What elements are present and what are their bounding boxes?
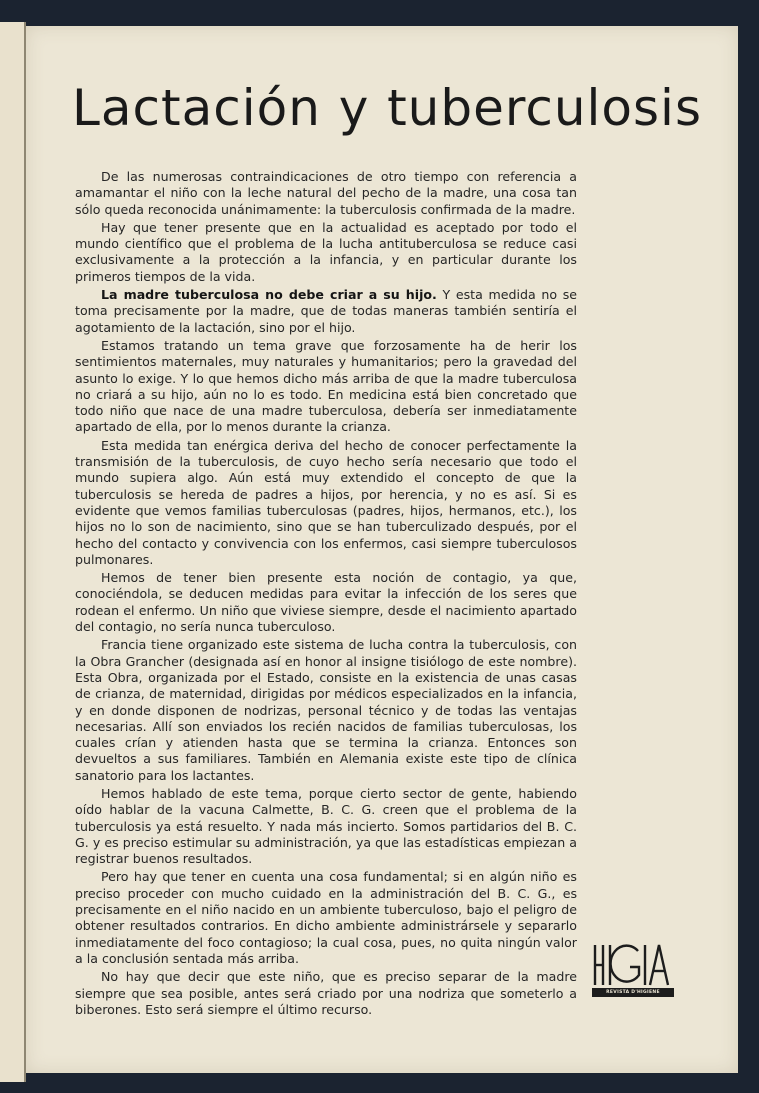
paragraph: No hay que decir que este niño, que es preciso separar de la madre siempre que sea posible, antes será criado por una nodriza que someterlo a biberones. Esto será siempre el último recurso. bbox=[75, 969, 577, 1017]
paragraph-continuation: Y esta medida no se toma precisamente por la madre, que de todas maneras también sentiría el agotamiento de la lactación, sino por el hijo. bbox=[75, 287, 578, 335]
logo-tagline: REVISTA D'HIGIENE bbox=[592, 988, 674, 997]
higia-logo bbox=[592, 941, 674, 997]
paragraph: Hay que tener presente que en la actualidad es aceptado por todo el mundo científico que el problema de la lucha antituberculosa se reduce casi exclusivamente a la protección a la infancia, y en particular durante los primeros tiempos de la vida. bbox=[75, 219, 577, 284]
paragraph: De las numerosas contraindicaciones de otro tiempo con referencia a amamantar el niño con la leche natural del pecho de la madre, una cosa tan sólo queda reconocida unánimamente: la tuberculosis confirmada de la madre. bbox=[75, 169, 577, 217]
paragraph: Hemos de tener bien presente esta noción de contagio, ya que, conociéndola, se deducen medidas para evitar la infección de los seres que rodean el enfermo. Un niño que viviese siempre, desde el nacimiento apartado del contagio, no sería nunca tuberculoso. bbox=[75, 570, 577, 635]
magazine-page bbox=[26, 26, 738, 1073]
higia-wordmark-icon bbox=[592, 941, 674, 987]
previous-page-edge bbox=[0, 22, 26, 1082]
paragraph: Esta medida tan enérgica deriva del hecho de conocer perfectamente la transmisión de la tuberculosis, de cuyo hecho sería necesario que todo el mundo supiera algo. Aún está muy extendido el concepto de que la tuberculosis se hereda de padres a hijos, por herencia, y no es así. Si es evidente que vemos familias tuberculosas (padres, hijos, hermanos, etc.), los hijos no lo son de nacimiento, sino que se han tuberculizado después, por el hecho del contacto y convivencia con los enfermos, casi siempre tuberculosos pulmonares. bbox=[75, 437, 577, 567]
paragraph-emphasis bbox=[75, 287, 577, 336]
paragraph: Francia tiene organizado este sistema de lucha contra la tuberculosis, con la Obra Grancher (designada así en honor al insigne tisiólogo de este nombre). Esta Obra, organizada por el Estado, consiste en la existencia de unas casas de crianza, de maternidad, dirigidas por médicos especializados en la infancia, y en donde disponen de nodrizas, personal técnico y de todas las ventajas necesarias. Allí son enviados los recién nacidos de familias tuberculosas, los cuales crían y atienden hasta que se termina la crianza. Entonces son devueltos a sus familiares. También en Alemania existe este tipo de clínica sanatorio para los lactantes. bbox=[75, 637, 577, 783]
article-body bbox=[75, 169, 577, 1020]
bold-statement: La madre tuberculosa no debe criar a su hijo. bbox=[101, 287, 437, 303]
page-title: Lactación y tuberculosis bbox=[72, 79, 702, 137]
paragraph: Hemos hablado de este tema, porque cierto sector de gente, habiendo oído hablar de la vacuna Calmette, B. C. G. creen que el problema de la tuberculosis ya está resuelto. Y nada más incierto. Somos partidarios del B. C. G. y es preciso estimular su administración, ya que las estadísticas empiezan a registrar buenos resultados. bbox=[75, 785, 577, 867]
paragraph: Estamos tratando un tema grave que forzosamente ha de herir los sentimientos maternales, muy naturales y humanitarios; pero la gravedad del asunto lo exige. Y lo que hemos dicho más arriba de que la madre tuberculosa no criará a su hijo, aún no lo es todo. En medicina está bien concretado que todo niño que nace de una madre tuberculosa, debería ser inmediatamente apartado de ella, por lo menos durante la crianza. bbox=[75, 337, 577, 435]
paragraph: Pero hay que tener en cuenta una cosa fundamental; si en algún niño es preciso proceder con mucho cuidado en la administración del B. C. G., es precisamente en el niño nacido en un ambiente tuberculoso, bajo el peligro de obtener resultados contrarios. En dicho ambiente administrársele y separarlo inmediatamente del foco contagioso; la cual cosa, pues, no quita ningún valor a la conclusión sentada más arriba. bbox=[75, 869, 577, 966]
